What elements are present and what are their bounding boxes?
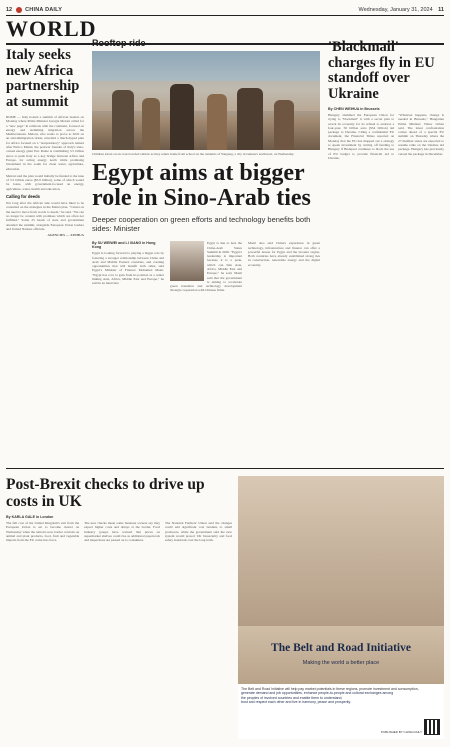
brand-name: CHINA DAILY: [25, 7, 63, 13]
issue-date: Wednesday, January 31, 2024: [358, 7, 433, 13]
photo-figure-shape: [274, 100, 294, 150]
ad-subtitle: Making the world a better place: [302, 660, 380, 666]
left-story-body-1: ROME — Italy hosted a summit of African leaders on Monday where Prime Minister Giorgia Meloni called for a "new page" in relations with the continent, focused on energy and stemming migration across the Mediterranean. Meloni, who wants to prove to 2022 on an anti-immigration ticket, unveiled a much-hyped plan for Africa focused on a "nonpredatory" approach named after Enrico Mattei, the postwar founder of Italy's state-owned energy giant Eni. Rome is committing 5.5 billion euros to push Italy as a key bridge between Africa and Europe, for acting energy north while promising investment in the south for clean water, agriculture, education.: [6, 115, 84, 171]
photo-figure-shape: [112, 90, 134, 150]
photo-figure-shape: [237, 88, 263, 150]
china-daily-logo-icon: [16, 7, 22, 13]
page-number-right: 11: [438, 7, 444, 13]
header-date-group: [359, 7, 444, 13]
right-story-col-2: "Whatever happens, change is needed in Brussels," Hungarian Prime Minister Viktor Orban said. The latest confrontation comes ahead of a special EU summit on Thursday where the 27 member states are expected to resume talks on the Ukraine aid package. Hungary has previously vetoed the package in December.: [398, 113, 444, 156]
feature-col-3-text: Maait also said China's experience in green technology, infrastructure and finance can offer a powerful lesson for Egypt and the broader region. Both countries have already established strong ties in construction, renewable energy and the digital economy.: [248, 241, 320, 267]
bottom-story-col-3: The National Farmers' Union said the changes could add significant cost burdens to small producers, while the government said the new system would protect UK biosecurity and food safety standards over the long term.: [164, 521, 232, 543]
feature-headline[interactable]: Egypt aims at bigger role in Sino-Arab ties: [92, 160, 311, 212]
section-title: WORLD: [6, 16, 97, 41]
ad-line: the peoples of involved countries and enable them to understand,: [241, 695, 343, 700]
page-number: 12: [6, 7, 13, 13]
left-story-signoff: AGENCIES — XINHUA: [47, 233, 84, 238]
feature-col-1-text: Egypt is looking forward to playing a bigger role by fostering a stronger relationship between China and Arab and Middle Eastern countries, and creating opportunities that will benefit both sides, said Egypt's Minister of Finance Mohamed Maait. "Egypt has a lot to gain from its position as a center linking Asia, Africa, Middle East and Europe," he said in an interview.: [92, 251, 164, 286]
left-story-headline[interactable]: Italy seeks new Africa partnership at summit: [6, 47, 80, 110]
ad-publisher: PUBLISHED BY CHINA DAILY: [380, 730, 422, 734]
right-story: [328, 40, 444, 160]
left-story: [6, 48, 84, 237]
qr-code-icon[interactable]: [424, 719, 440, 735]
bottom-story: [6, 476, 232, 542]
right-story-col-1: Hungary slammed the European Union for trying to "blackmail" it with a secret plan to wreck its economy for its refusal to endorse a four-year, 50 billion euro ($54 billion) aid package to Ukraine. Citing a confidential EU document, the Financial Times reported on Monday that the EU has mapped out a strategy to speak investment by cutting off funding to Hungary if Budapest continues to block the use of EU budget to provide financial aid to Ukraine.: [328, 113, 395, 160]
ad-line: trust and respect each other and live in harmony, peace and prosperity.: [241, 699, 351, 704]
photo-figure-shape: [170, 84, 194, 150]
right-story-columns: [328, 113, 444, 160]
bottom-story-byline: By KARLA GALE in London: [6, 515, 54, 519]
left-story-subhead: Calling for deeds: [6, 194, 40, 200]
bottom-story-col-1: The full cost of the United Kingdom's exit from the European Union is set to become clearer on Wednesday when the nation's new border controls on animal and plant products, food, fruit and vegetable imports from the EU come into force.: [6, 521, 80, 543]
feature-photo[interactable]: [92, 51, 320, 150]
bottom-story-columns: [6, 521, 232, 542]
feature-col-3: [248, 241, 320, 293]
right-story-byline: By CHEN WEIHUA in Brussels: [328, 107, 380, 111]
feature-kicker: Rooftop ride: [92, 38, 146, 48]
photo-figure-shape: [207, 94, 227, 150]
left-story-body-2: Meloni said the plan would initially be funded to the tune of 5.5 billion euros ($5.9 billion), some of which would be loans, with government-focused on energy, agriculture, water, health and education.: [6, 173, 84, 191]
belt-and-road-advertisement[interactable]: [238, 476, 444, 739]
bottom-section-rule: [6, 468, 444, 469]
feature-col-1: [92, 241, 164, 293]
feature-col-2-text: Egypt is due to host the China-Arab States Summit in 2026. "Egypt's leadership is important because it is a peak, which can link Asia, Africa, Middle East and Europe," he said. Maait said that the government is aiming to accelerate green transition and technology development through cooperation with Chinese firms.: [170, 241, 242, 293]
ad-lines: [241, 691, 441, 704]
feature-byline: By SU WEIWEI and LI XIANG in Hong Kong: [92, 241, 156, 250]
bottom-story-headline[interactable]: Post-Brexit checks to drive up costs in UK: [6, 476, 205, 510]
feature-photo-caption: Children travel on an overcrowded vehicle as they return home from school on the outskirts of Yangang, a city in Guinea's northwest, on Wednesday.: [92, 152, 295, 156]
right-story-headline[interactable]: 'Blackmail' charges fly in EU standoff over Ukraine: [328, 39, 435, 102]
feature-deck: Deeper cooperation on green efforts and technology benefits both sides: Minister: [92, 215, 311, 234]
minister-portrait-photo: [170, 241, 204, 281]
left-story-body-3: Not long after the African side would have liked to be consulted on the strategies in the Mattei plan. "I insist on the need to move from words to deeds," he said. "We can no longer be content with promises which are often not fulfilled." Some 25 heads of state and government attended the summit, alongside European Union leaders and United Nations officials.: [6, 201, 84, 231]
ad-people-photo: [238, 476, 444, 626]
feature-body-columns: [92, 241, 320, 293]
ad-title: The Belt and Road Initiative: [271, 642, 411, 654]
bottom-story-col-2: The new checks mean some business owners say they expect higher costs and delays at the border. Food industry groups have warned that prices on supermarket shelves could rise as additional paperwork and inspections are passed on to consumers.: [84, 521, 160, 543]
photo-figure-shape: [142, 98, 160, 150]
ad-intro-text: The Belt and Road Initiative will help pay market potentials in these regions, promote investment and consumption,: [241, 687, 419, 691]
ad-line: generate demand and job opportunities, enhance people-to-people and cultural exchanges among: [241, 691, 394, 696]
feature-story: [92, 38, 320, 293]
ad-footer: [238, 684, 444, 739]
feature-col-2: [170, 241, 242, 293]
